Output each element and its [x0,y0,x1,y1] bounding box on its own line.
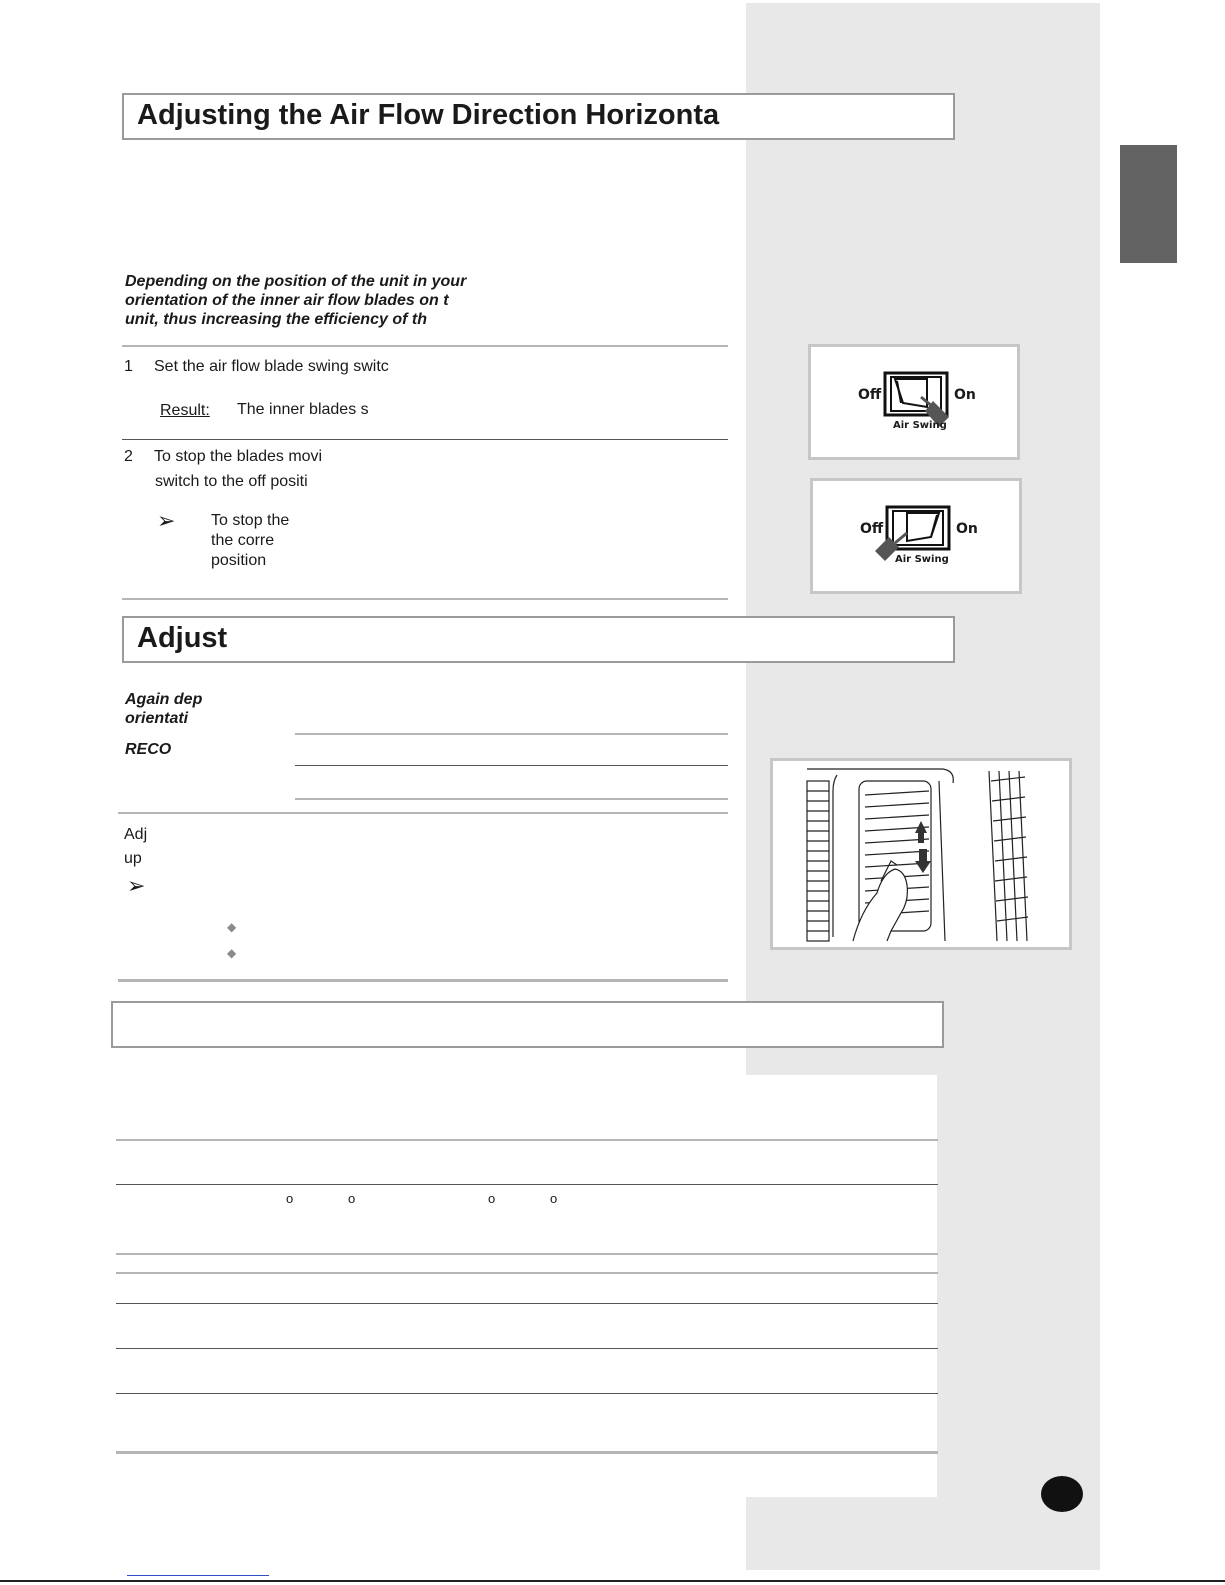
step2-note [211,511,289,571]
intro-line: orientation of the inner air flow blades on t [125,292,449,309]
switch-on-illustration [808,344,1020,460]
note-arrow-icon: ➢ [127,873,146,898]
switch-off-label: Off [858,387,882,403]
divider [122,345,728,347]
body-line: up [124,850,142,867]
result-label: Result: [160,402,210,419]
divider [122,598,728,600]
switch-name: Air Swing [893,420,947,431]
table-rule [116,1303,938,1304]
switch-name: Air Swing [895,554,949,565]
note-line: To stop the [211,512,290,529]
table-bottom-rule [116,1451,938,1454]
degree-mark: o [348,1191,356,1206]
section2-title: Adjust [122,616,955,663]
note-arrow-icon: ➢ [157,508,176,533]
switch-off-illustration [810,478,1022,594]
table-rule [116,1348,938,1349]
divider [118,812,728,814]
step2-line2: switch to the off positi [155,473,308,490]
table-rule [116,1184,938,1185]
table-rule [116,1393,938,1394]
bullet-diamond-icon: ◆ [227,946,237,960]
link-underline [127,1575,269,1576]
section2-body [124,823,147,871]
switch-on-label: On [956,521,978,537]
intro-line: Depending on the position of the unit in your [125,273,467,290]
divider [295,733,728,735]
step1-number: 1 [124,358,133,375]
note-line: position [211,552,267,569]
page-bottom-line [0,1580,1225,1582]
section2-intro [125,690,202,728]
bullet-diamond-icon: ◆ [227,920,237,934]
intro-line: Again dep [125,691,203,708]
divider [122,439,728,440]
vertical-blades-illustration [770,758,1072,950]
step2-line1: To stop the blades movi [154,448,323,465]
body-line: Adj [124,826,148,843]
air-conditioner-front-icon [773,761,1069,947]
step2-number: 2 [124,448,133,465]
table-top-rule [116,1139,938,1141]
note-line: the corre [211,532,275,549]
section1-title: Adjusting the Air Flow Direction Horizonta [122,93,955,140]
degree-mark: o [488,1191,496,1206]
divider [295,765,728,766]
chapter-tab [1120,145,1177,263]
page-number-badge [1041,1476,1083,1512]
table-rule [116,1253,938,1255]
table-rule [116,1272,938,1274]
divider [118,979,728,982]
section3-title [111,1001,944,1048]
reco-heading: RECO [125,741,172,758]
section1-intro [125,272,725,329]
degree-mark: o [286,1191,294,1206]
step1-text: Set the air flow blade swing switc [154,358,389,375]
result-text: The inner blades s [237,401,369,418]
divider [295,798,728,800]
switch-off-label: Off [860,521,884,537]
switch-on-label: On [954,387,976,403]
degree-mark: o [550,1191,558,1206]
intro-line: orientati [125,710,189,727]
intro-line: unit, thus increasing the efficiency of th [125,311,427,328]
